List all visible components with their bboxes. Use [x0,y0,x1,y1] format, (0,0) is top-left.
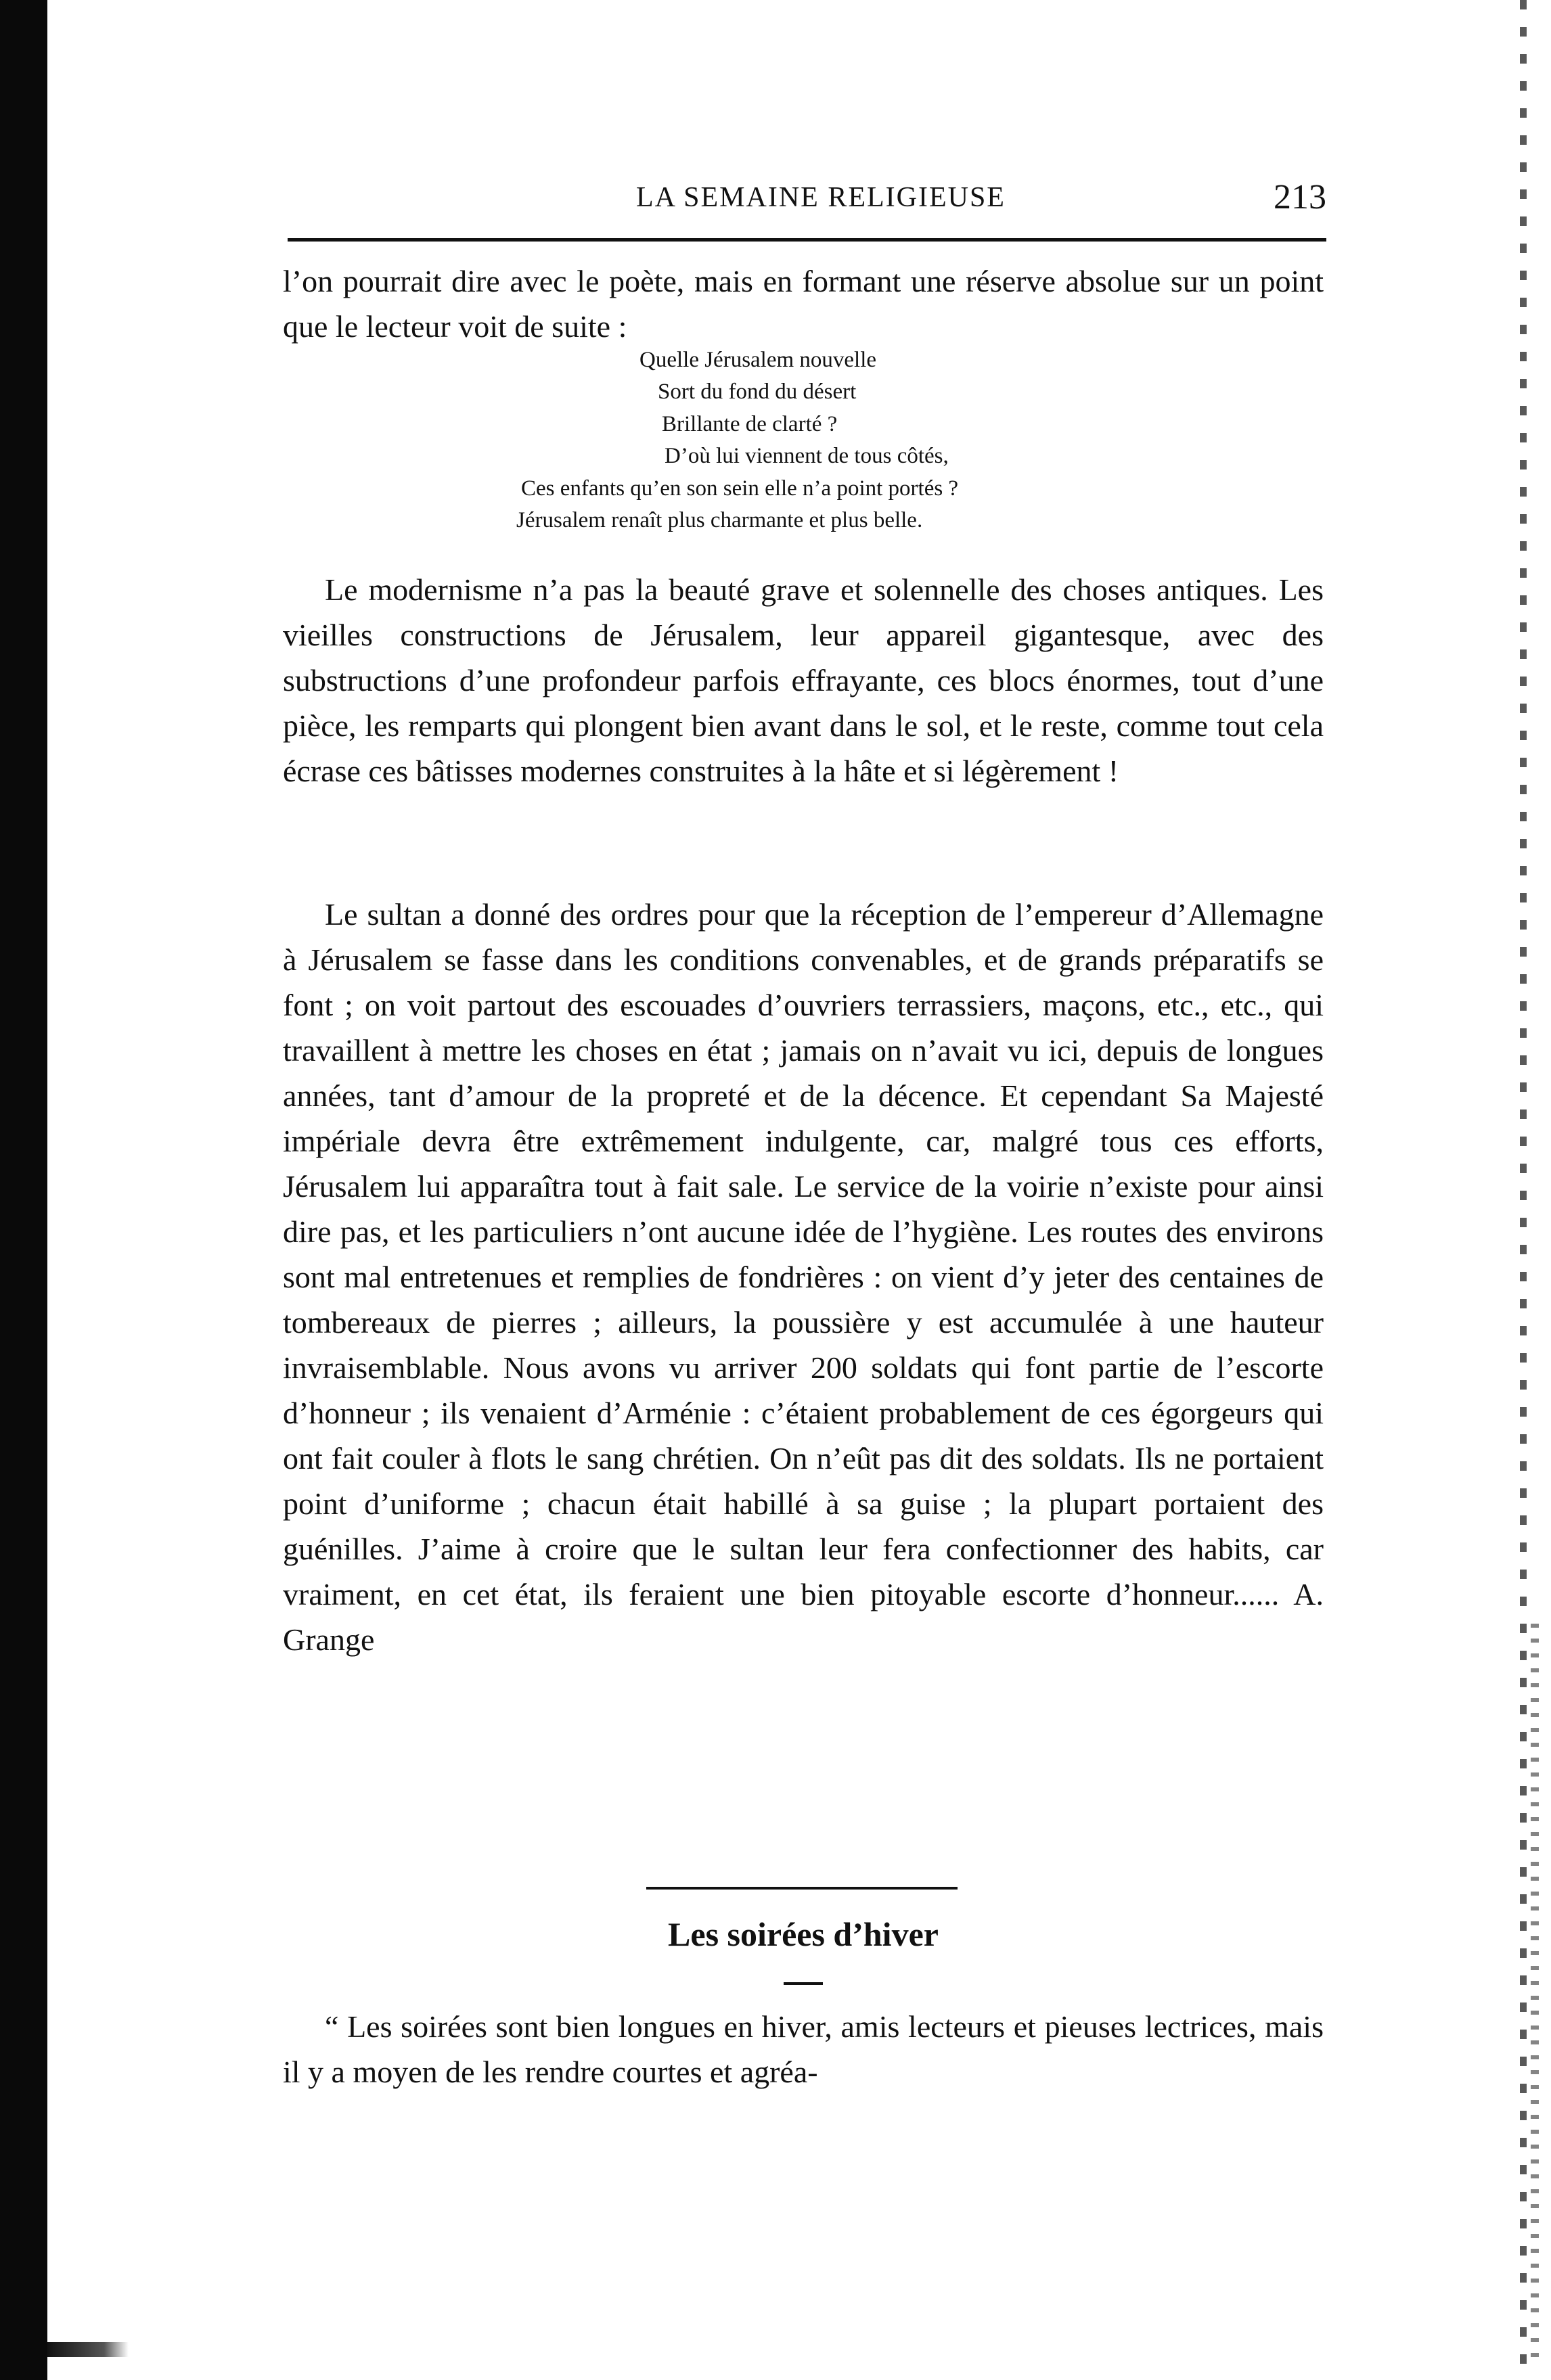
scan-binding-edge [0,0,47,2380]
poem-line: Brillante de clarté ? [662,412,838,436]
paragraph-modernisme-block [283,567,1324,794]
paragraph-sultan-block [283,892,1324,1662]
poem-line: Sort du fond du désert [658,380,857,404]
poem-line: Quelle Jérusalem nouvelle [639,348,877,372]
running-head-title: LA SEMAINE RELIGIEUSE [636,182,1006,213]
paragraph-intro-block [283,258,1324,349]
paragraph-soirees: “ Les soirées sont bien longues en hiver, amis lecteurs et pieuses lectrices, mais il y a moyen de les rendre courtes et agréa- [283,2009,1324,2089]
paragraph-soirees-block [283,2004,1324,2095]
header-rule [288,238,1326,242]
scan-right-edge-secondary [1531,1624,1539,2368]
paragraph-intro: l’on pourrait dire avec le poète, mais en formant une réserve absolue sur un point que le lecteur voit de suite : [283,264,1324,344]
section-title: Les soirées d’hiver [668,1915,939,1953]
paragraph-sultan: Le sultan a donné des ordres pour que la réception de l’empereur d’Allemagne à Jérusalem se fasse dans les conditions convenables, et de grands préparatifs se font ; on voit partout des escouades d’ouvriers terrassiers, maçons, etc., etc., qui travaillent à mettre les choses en état ; jamais on n’avait vu ici, depuis de longues années, tant d’amour de la propreté et de la décence. Et cependant Sa Majesté impériale devra être extrêmement indulgente, car, malgré tous ces efforts, Jérusalem lui apparaîtra tout à fait sale. Le service de la voirie n’existe pour ainsi dire pas, et les particuliers n’ont aucune idée de l’hygiène. Les routes des environs sont mal entretenues et remplies de fondrières : on vient d’y jeter des centaines de tombereaux de pierres ; ailleurs, la poussière y est accumulée à une hauteur invraisemblable. Nous avons vu arriver 200 soldats qui font partie de l’escorte d’honneur ; ils venaient d’Arménie : c’étaient probablement de ces égorgeurs qui ont fait couler à flots le sang chrétien. On n’eût pas dit des soldats. Ils ne portaient point d’uniforme ; chacun était habillé à sa guise ; la plupart portaient des guénilles. J’aime à croire que le sultan leur fera confectionner des habits, car vraiment, en cet état, ils feraient une bien pitoyable escorte d’honneur...... A. Grange [283,897,1324,1657]
page-number: 213 [1274,178,1326,216]
poem-line: Ces enfants qu’en son sein elle n’a point portés ? [521,476,959,501]
section-rule [646,1887,958,1890]
section-title-underline [784,1982,823,1985]
running-head [277,177,1326,218]
scan-right-edge [1520,0,1527,2380]
scan-binding-shadow [47,2342,129,2357]
poem-line: Jérusalem renaît plus charmante et plus belle. [516,508,923,532]
poem-line: D’où lui viennent de tous côtés, [665,444,949,468]
paragraph-modernisme: Le modernisme n’a pas la beauté grave et solennelle des choses antiques. Les vieilles constructions de Jérusalem, leur appareil gigantesque, avec des substructions d’une profondeur parfois effrayante, ces blocs énormes, tout d’une pièce, les remparts qui plongent bien avant dans le sol, et le reste, comme tout cela écrase ces bâtisses modernes construites à la hâte et si légèrement ! [283,572,1324,788]
